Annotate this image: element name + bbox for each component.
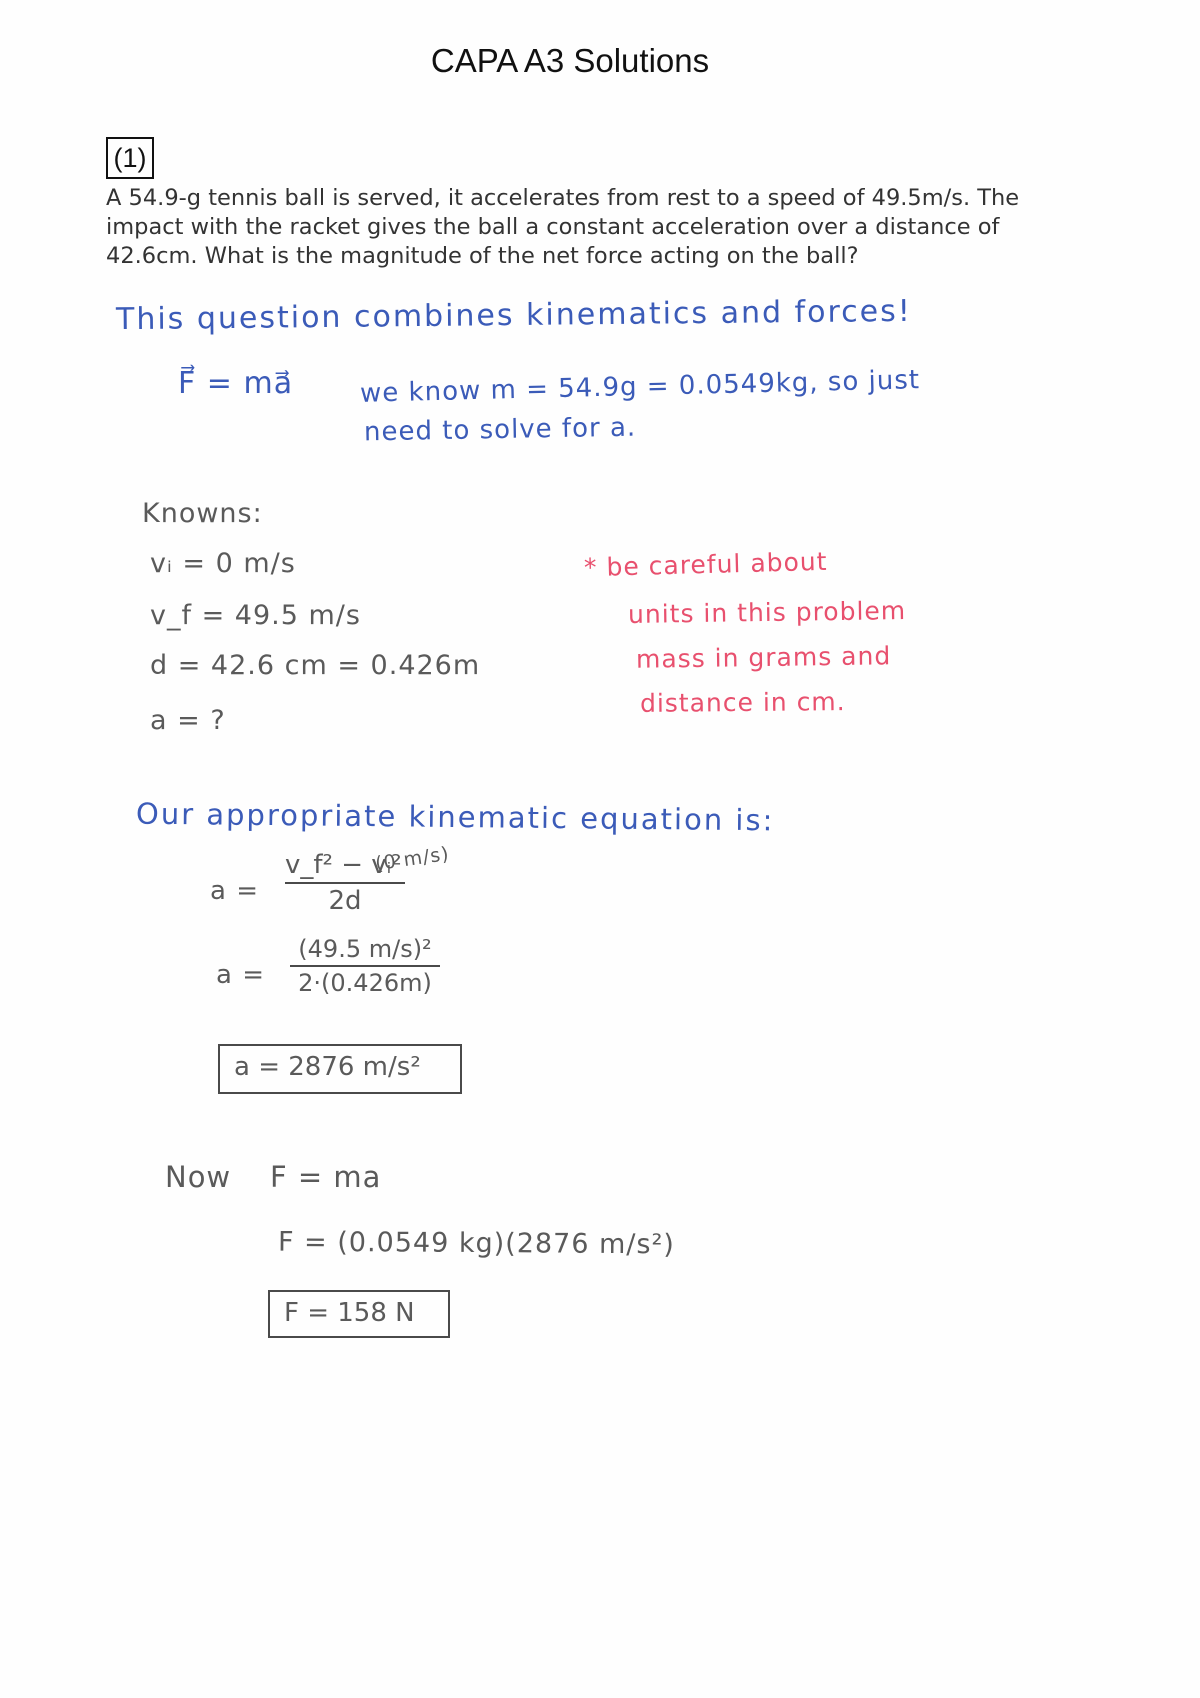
acceleration-label: a = — [216, 960, 265, 990]
formula-denominator: 2d — [328, 886, 362, 916]
known-initial-velocity: vᵢ = 0 m/s — [150, 548, 296, 579]
substituted-formula — [290, 935, 440, 997]
substituted-denominator: 2·(0.426m) — [298, 969, 432, 997]
substituted-numerator: (49.5 m/s)² — [298, 935, 432, 963]
equation-intro: Our appropriate kinematic equation is: — [135, 796, 775, 838]
fraction-bar — [285, 882, 405, 884]
known-final-velocity: v_f = 49.5 m/s — [150, 600, 361, 631]
units-warning-note: * be careful about — [583, 546, 828, 583]
now-label: Now — [165, 1160, 232, 1194]
known-mass-note: we know m = 54.9g = 0.0549kg, so just — [359, 365, 921, 409]
formula-numerator: v_f² − vᵢ² — [285, 850, 402, 880]
fraction-bar — [290, 965, 440, 967]
units-warning-note: mass in grams and — [635, 641, 892, 674]
problem-number: (1) — [106, 137, 154, 179]
problem-line: impact with the racket gives the ball a constant acceleration over a distance of — [106, 214, 1000, 240]
unknown-acceleration: a = ? — [150, 705, 226, 736]
problem-statement — [106, 184, 1106, 271]
known-mass-note-cont: need to solve for a. — [363, 412, 637, 448]
knowns-heading: Knowns: — [142, 498, 263, 529]
force-substitution: F = (0.0549 kg)(2876 m/s²) — [277, 1226, 675, 1261]
solution-intro: This question combines kinematics and forces! — [115, 293, 912, 338]
force-equation: F = ma — [270, 1160, 382, 1194]
document-title: CAPA A3 Solutions — [430, 42, 710, 79]
initial-velocity-zero-note: (0 m/s) — [373, 842, 451, 876]
acceleration-result-box: a = 2876 m/s² — [218, 1044, 462, 1094]
acceleration-label: a = — [210, 876, 259, 906]
units-warning-note: distance in cm. — [639, 687, 846, 718]
known-distance: d = 42.6 cm = 0.426m — [150, 650, 481, 681]
problem-line: 42.6cm. What is the magnitude of the net force acting on the ball? — [106, 243, 859, 269]
problem-line: A 54.9-g tennis ball is served, it accelerates from rest to a speed of 49.5m/s. The — [106, 185, 1020, 211]
newton-second-law: F⃗ = ma⃗ — [178, 366, 294, 401]
force-result-box: F = 158 N — [268, 1290, 450, 1338]
units-warning-note: units in this problem — [627, 596, 907, 629]
